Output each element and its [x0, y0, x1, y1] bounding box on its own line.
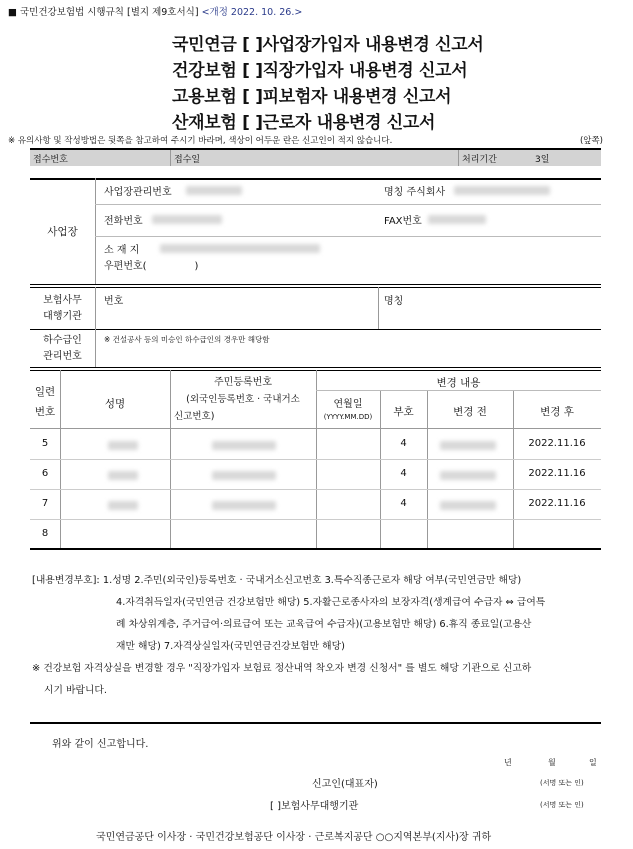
redacted-id — [212, 441, 276, 450]
workplace-phone-label: 전화번호 — [104, 216, 143, 227]
workplace-mgmt-no-label: 사업장관리번호 — [104, 187, 172, 198]
workplace-postal-label: 우편번호( ) — [104, 261, 199, 272]
receipt-date-label: 접수일 — [174, 155, 201, 165]
notice-line1: ※ 건강보험 자격상실을 변경할 경우 "직장가입자 보험료 정산내역 착오자 변경 신청서" 를 별도 해당 기관으로 신고하 — [32, 663, 532, 674]
change-codes-line4: 재만 해당) 7.자격상실일자(국민연금건강보험만 해당) — [116, 641, 345, 652]
page-side: (앞쪽) — [579, 136, 603, 146]
receipt-row — [30, 148, 601, 166]
row-after: 2022.11.16 — [528, 438, 586, 449]
table-row: 7 — [41, 498, 49, 509]
redacted-before — [440, 471, 496, 480]
change-codes-line2: 4.자격취득일자(국민연금 건강보험만 해당) 5.자활근로종사자의 보장자격(생계급여 수급자 ⇔ 급여특 — [116, 597, 546, 608]
row-after: 2022.11.16 — [528, 498, 586, 509]
col-name: 성명 — [104, 398, 126, 410]
table-row: 8 — [41, 528, 49, 539]
title-health: 건강보험 [ ]직장가입자 내용변경 신고서 — [172, 61, 468, 81]
redacted-phone — [152, 215, 222, 224]
instruction-note: ※ 유의사항 및 작성방법은 뒷쪽을 참고하여 주시기 바라며, 색상이 어두운 란은 신고인이 적지 않습니다. — [8, 136, 393, 146]
redacted-company-name — [454, 186, 550, 195]
sign-reporter: (서명 또는 인) — [540, 779, 584, 787]
agency-number-label: 번호 — [104, 296, 124, 307]
subcontract-section-label: 하수급인 관리번호 — [43, 335, 82, 362]
form-titles — [172, 32, 484, 136]
date-year: 년 — [504, 758, 512, 767]
date-month: 월 — [548, 758, 556, 767]
processing-period-label: 처리기간 — [462, 155, 497, 165]
redacted-id — [212, 471, 276, 480]
workplace-name-label: 명칭 주식회사 — [384, 187, 446, 198]
workplace-address-label: 소 재 지 — [104, 245, 140, 256]
form-header — [8, 4, 302, 18]
law-reference: ■ 국민건강보험법 시행규칙 [별지 제9호서식] — [8, 7, 199, 18]
row-code: 4 — [400, 498, 407, 509]
title-employment: 고용보험 [ ]피보험자 내용변경 신고서 — [172, 87, 452, 107]
agency-name-label: 명칭 — [384, 296, 404, 307]
table-row: 6 — [41, 468, 49, 479]
redacted-name — [108, 501, 138, 510]
redacted-address — [160, 244, 320, 253]
notice-line2: 시기 바랍니다. — [44, 685, 108, 696]
redacted-name — [108, 441, 138, 450]
row-code: 4 — [400, 438, 407, 449]
title-industrial: 산재보험 [ ]근로자 내용변경 신고서 — [172, 113, 436, 133]
agency-section-label: 보험사무 대행기관 — [43, 295, 82, 322]
redacted-before — [440, 501, 496, 510]
reporter-label: 신고인(대표자) — [312, 779, 378, 790]
redacted-mgmt-no — [186, 186, 242, 195]
sign-agency: (서명 또는 인) — [540, 801, 584, 809]
redacted-before — [440, 441, 496, 450]
title-pension: 국민연금 [ ]사업장가입자 내용변경 신고서 — [172, 35, 484, 55]
table-row: 5 — [41, 438, 49, 449]
redacted-id — [212, 501, 276, 510]
col-serial: 일련 번호 — [34, 386, 56, 418]
row-after: 2022.11.16 — [528, 468, 586, 479]
processing-period-value: 3일 — [535, 155, 550, 165]
subcontract-note: ※ 건설공사 등의 미승인 하수급인의 경우만 해당함 — [104, 335, 270, 344]
change-codes-line1: [내용변경부호]: 1.성명 2.주민(외국인)등록번호 · 국내거소신고번호 3.특수직종근로자 해당 여부(국민연금만 해당) — [32, 575, 522, 586]
col-code: 부호 — [393, 406, 414, 418]
redacted-name — [108, 471, 138, 480]
col-id: 주민등록번호 (외국인등록번호 · 국내거소 신고번호) — [174, 377, 300, 422]
receipt-number-label: 접수번호 — [33, 155, 68, 165]
col-after: 변경 후 — [540, 406, 574, 418]
workplace-fax-label: FAX번호 — [384, 216, 422, 227]
revision-date: <개정 2022. 10. 26.> — [201, 7, 303, 18]
declaration: 위와 같이 신고합니다. — [52, 739, 149, 750]
date-day: 일 — [589, 758, 597, 767]
col-change: 변경 내용 — [436, 377, 481, 389]
recipients: 국민연금공단 이사장 · 국민건강보험공단 이사장 · 근로복지공단 ○○지역본부(지사)장 귀하 — [96, 832, 492, 843]
agency-sign-label: [ ]보험사무대행기관 — [270, 801, 359, 812]
row-code: 4 — [400, 468, 407, 479]
redacted-fax — [428, 215, 486, 224]
col-date: 연월일 (YYYY.MM.DD) — [323, 399, 373, 421]
workplace-section-label: 사업장 — [47, 226, 78, 238]
change-codes-line3: 례 차상위계층, 주거급여·의료급여 또는 교육급여 수급자)(고용보험만 해당) 6.휴직 종료일(고용산 — [116, 619, 532, 630]
col-before: 변경 전 — [453, 406, 487, 418]
